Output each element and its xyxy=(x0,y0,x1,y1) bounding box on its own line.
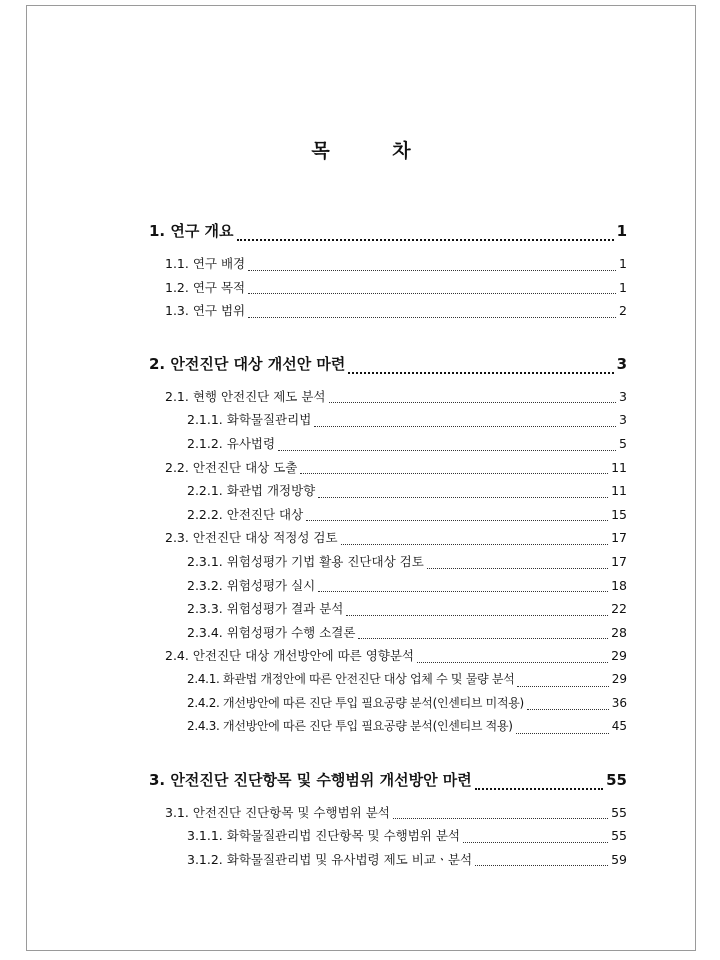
toc-page-number: 55 xyxy=(611,828,627,844)
toc-item-label: 1.1. 연구 배경 xyxy=(165,256,246,271)
leader-dots xyxy=(527,708,609,710)
toc-item-label: 2.2.1. 화관법 개정방향 xyxy=(187,483,316,499)
toc-page-number: 15 xyxy=(611,506,627,522)
leader-dots xyxy=(393,817,608,819)
toc-item-label: 2.1. 현행 안전진단 제도 분석 xyxy=(165,388,326,404)
toc-item-2-4[interactable] xyxy=(149,644,627,668)
toc-page-number: 11 xyxy=(611,483,627,499)
leader-dots xyxy=(278,449,616,451)
toc-item-2-4-1[interactable] xyxy=(149,668,627,692)
toc-section-1[interactable] xyxy=(149,216,627,246)
toc-page-number: 17 xyxy=(611,530,627,546)
toc-item-2-2-2[interactable] xyxy=(149,503,627,527)
leader-dots xyxy=(348,371,613,374)
toc-item-label: 2.4.1. 화관법 개정안에 따른 안전진단 대상 업체 수 및 물량 분석 xyxy=(187,671,515,686)
toc-item-1-2[interactable] xyxy=(149,276,627,300)
toc-page-number: 17 xyxy=(611,553,627,569)
leader-dots xyxy=(517,685,608,687)
leader-dots xyxy=(248,269,616,271)
toc-page-number: 5 xyxy=(619,435,627,451)
toc-item-2-3[interactable] xyxy=(149,526,627,550)
toc-item-label: 1.2. 연구 목적 xyxy=(165,279,246,295)
toc-item-1-3[interactable] xyxy=(149,299,627,323)
toc-page-number: 55 xyxy=(606,770,627,789)
toc-section-label: 1. 연구 개요 xyxy=(149,222,234,240)
table-of-contents xyxy=(149,216,627,871)
leader-dots xyxy=(318,496,608,498)
toc-page-number: 29 xyxy=(611,648,627,664)
toc-page-number: 36 xyxy=(611,695,627,710)
toc-item-label: 2.4.3. 개선방안에 따른 진단 투입 필요공량 분석(인센티브 적용) xyxy=(187,719,513,734)
leader-dots xyxy=(475,787,603,790)
leader-dots xyxy=(300,472,608,474)
toc-page-number: 29 xyxy=(611,671,627,686)
leader-dots xyxy=(463,841,608,843)
toc-page-number: 59 xyxy=(611,851,627,867)
toc-page-number: 11 xyxy=(611,459,627,475)
toc-section-2[interactable] xyxy=(149,349,627,379)
leader-dots xyxy=(427,567,608,569)
leader-dots xyxy=(306,519,608,521)
toc-item-2-1-2[interactable] xyxy=(149,432,627,456)
toc-page-number: 3 xyxy=(619,412,627,428)
toc-item-1-1[interactable] xyxy=(149,252,627,276)
leader-dots xyxy=(358,637,608,639)
toc-item-label: 3.1.1. 화학물질관리법 진단항목 및 수행범위 분석 xyxy=(187,828,460,844)
toc-item-2-2[interactable] xyxy=(149,456,627,480)
toc-item-label: 1.3. 연구 범위 xyxy=(165,303,246,319)
toc-item-2-1-1[interactable] xyxy=(149,408,627,432)
leader-dots xyxy=(417,661,608,663)
toc-page-number: 45 xyxy=(611,719,627,734)
toc-section-label: 3. 안전진단 진단항목 및 수행범위 개선방안 마련 xyxy=(149,770,472,789)
toc-item-label: 3.1.2. 화학물질관리법 및 유사법령 제도 비교ㆍ분석 xyxy=(187,851,473,867)
toc-page-number: 18 xyxy=(611,577,627,593)
leader-dots xyxy=(341,543,609,545)
leader-dots xyxy=(237,238,614,241)
toc-item-label: 2.3.4. 위험성평가 수행 소결론 xyxy=(187,624,356,640)
toc-item-label: 2.3. 안전진단 대상 적정성 검토 xyxy=(165,530,338,546)
toc-item-label: 2.2. 안전진단 대상 도출 xyxy=(165,459,298,475)
toc-item-2-3-2[interactable] xyxy=(149,574,627,598)
toc-item-2-1[interactable] xyxy=(149,385,627,409)
toc-item-label: 2.1.1. 화학물질관리법 xyxy=(187,412,312,428)
toc-item-2-3-4[interactable] xyxy=(149,621,627,645)
toc-page-number: 28 xyxy=(611,624,627,640)
leader-dots xyxy=(329,401,617,403)
toc-title: 목 차 xyxy=(311,140,439,162)
toc-item-label: 2.2.2. 안전진단 대상 xyxy=(187,506,304,522)
toc-page-number: 1 xyxy=(619,256,627,271)
toc-page-number: 1 xyxy=(616,222,627,240)
toc-item-label: 2.4. 안전진단 대상 개선방안에 따른 영향분석 xyxy=(165,648,414,664)
leader-dots xyxy=(346,614,608,616)
toc-item-2-3-3[interactable] xyxy=(149,597,627,621)
leader-dots xyxy=(248,316,616,318)
toc-item-3-1[interactable] xyxy=(149,801,627,825)
toc-item-label: 2.3.1. 위험성평가 기법 활용 진단대상 검토 xyxy=(187,553,424,569)
toc-item-2-4-3[interactable] xyxy=(149,715,627,739)
toc-item-2-2-1[interactable] xyxy=(149,479,627,503)
toc-page-number: 55 xyxy=(611,804,627,820)
toc-page-number: 22 xyxy=(611,601,627,617)
toc-item-label: 2.4.2. 개선방안에 따른 진단 투입 필요공량 분석(인센티브 미적용) xyxy=(187,695,524,710)
toc-item-2-4-2[interactable] xyxy=(149,692,627,716)
toc-section-3[interactable] xyxy=(149,765,627,795)
toc-item-2-3-1[interactable] xyxy=(149,550,627,574)
toc-item-label: 2.3.3. 위험성평가 결과 분석 xyxy=(187,601,344,617)
toc-page-number: 2 xyxy=(619,303,627,319)
toc-item-label: 3.1. 안전진단 진단항목 및 수행범위 분석 xyxy=(165,804,390,820)
toc-item-label: 2.1.2. 유사법령 xyxy=(187,435,276,451)
toc-item-3-1-1[interactable] xyxy=(149,824,627,848)
toc-page-number: 1 xyxy=(619,279,627,295)
leader-dots xyxy=(475,864,608,866)
leader-dots xyxy=(318,590,608,592)
toc-page-number: 3 xyxy=(619,388,627,404)
toc-section-label: 2. 안전진단 대상 개선안 마련 xyxy=(149,354,346,373)
leader-dots xyxy=(248,292,616,294)
toc-item-3-1-2[interactable] xyxy=(149,848,627,872)
document-page xyxy=(26,5,696,951)
toc-item-label: 2.3.2. 위험성평가 실시 xyxy=(187,577,316,593)
toc-page-number: 3 xyxy=(616,354,627,373)
leader-dots xyxy=(314,425,616,427)
leader-dots xyxy=(516,732,609,734)
